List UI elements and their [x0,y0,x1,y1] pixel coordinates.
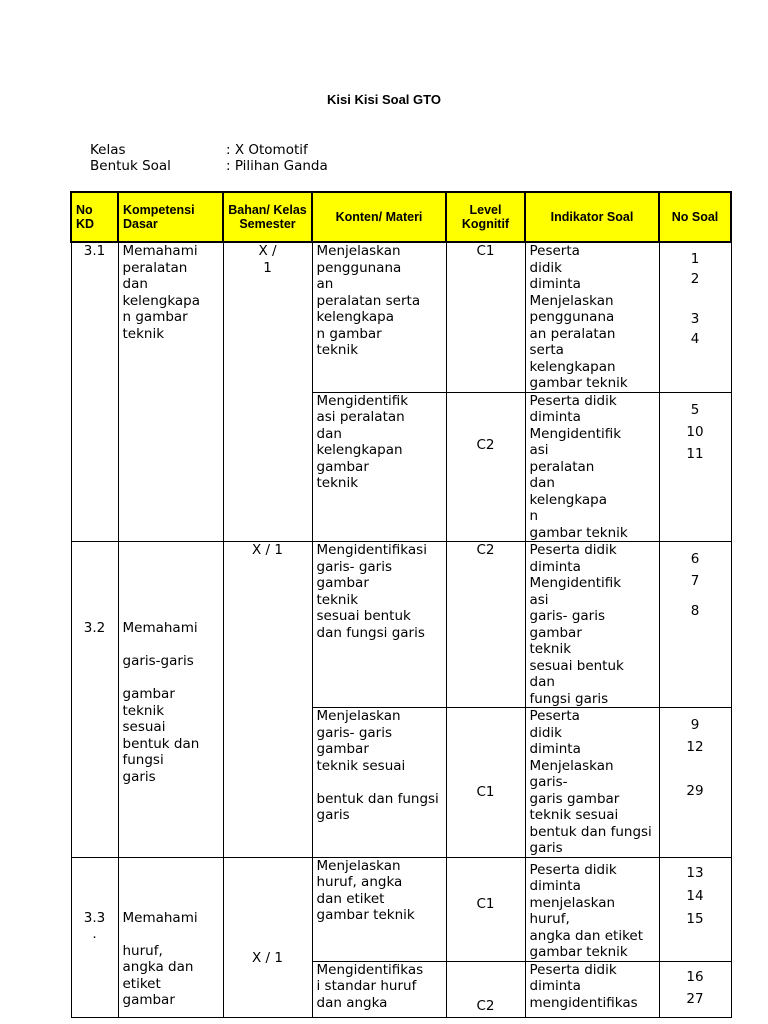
no-soal-value [664,592,727,600]
header-no-kd: No KD [71,192,118,242]
header-kompetensi-dasar: Kompetensi Dasar [118,192,223,242]
meta-kelas [90,142,328,158]
no-soal-value: 16 [686,968,704,985]
level-cell: C2 [446,961,525,1017]
konten-cell: Menjelaskan huruf, angka dan etiket gambar teknik [312,857,446,961]
header-konten-materi: Konten/ Materi [312,192,446,242]
level-cell: C1 [446,242,525,392]
kompetensi-dasar-cell: Memahami garis-garis gambar teknik sesuai bentuk dan fungsi garis [118,542,223,858]
indikator-cell: Peserta didik diminta Mengidentifik asi peralatan dan kelengkapa n gambar teknik [525,392,659,542]
indikator-cell: Peserta didik diminta mengidentifikas [525,961,659,1017]
no-soal-cell [659,392,731,542]
no-soal-value: 3 [690,311,700,327]
kisi-kisi-table [70,191,732,1018]
level-cell: C1 [446,708,525,858]
no-soal-value: 10 [686,423,704,440]
kd-number: 3.3 . [71,857,118,1017]
meta-bentuk-soal [90,158,328,174]
no-soal-value: 13 [686,864,704,881]
no-soal-value: 5 [690,401,700,418]
table-row [71,542,731,708]
header-bahan-kelas-semester: Bahan/ Kelas Semester [223,192,312,242]
no-soal-value: 12 [686,739,704,755]
konten-cell: Menjelaskan penggunana an peralatan serta kelengkapa n gambar teknik [312,242,446,392]
table-row [71,242,731,392]
no-soal-value: 27 [686,990,704,1007]
indikator-cell: Peserta didik diminta Menjelaskan penggunana an peralatan serta kelengkapan gambar teknik [525,242,659,392]
no-soal-value: 14 [686,887,704,904]
kompetensi-dasar-cell: Memahami huruf, angka dan etiket gambar [118,857,223,1017]
table-row [71,857,731,961]
indikator-cell: Peserta didik diminta Mengidentifik asi garis- garis gambar teknik sesuai bentuk dan fungsi garis [525,542,659,708]
no-soal-cell [659,857,731,961]
bentuk-soal-label: Bentuk Soal [90,158,171,174]
bahan-kelas-cell: X / 1 [223,857,312,1017]
header-no-soal: No Soal [659,192,731,242]
no-soal-value: 7 [690,573,700,589]
konten-cell: Mengidentifikasi garis- garis gambar teknik sesuai bentuk dan fungsi garis [312,542,446,708]
document-title: Kisi Kisi Soal GTO [327,92,441,107]
konten-cell: Mengidentifikas i standar huruf dan angka [312,961,446,1017]
no-soal-cell [659,242,731,392]
kelas-label: Kelas [90,142,126,158]
no-soal-value: 29 [686,783,704,799]
no-soal-value: 1 [690,251,700,267]
no-soal-value [664,289,727,309]
level-cell: C2 [446,542,525,708]
indikator-cell: Peserta didik diminta Menjelaskan garis- garis gambar teknik sesuai bentuk dan fungsi garis [525,708,659,858]
no-soal-cell [659,542,731,708]
no-soal-value: 8 [690,603,700,619]
header-level-kognitif: Level Kognitif [446,192,525,242]
no-soal-value [664,769,727,780]
konten-cell: Mengidentifik asi peralatan dan kelengkapan gambar teknik [312,392,446,542]
no-soal-value: 11 [686,445,704,462]
indikator-cell: Peserta didik diminta menjelaskan huruf, angka dan etiket gambar teknik [525,857,659,961]
kd-number: 3.1 [71,242,118,542]
no-soal-value [664,758,727,769]
document-meta [90,142,328,174]
konten-cell: Menjelaskan garis- garis gambar teknik sesuai bentuk dan fungsi garis [312,708,446,858]
kelas-value: : X Otomotif [226,142,308,158]
no-soal-cell [659,708,731,858]
level-cell: C2 [446,392,525,542]
bahan-kelas-cell: X / 1 [223,242,312,542]
header-indikator-soal: Indikator Soal [525,192,659,242]
table-header-row [71,192,731,242]
no-soal-value: 2 [690,271,700,287]
level-cell: C1 [446,857,525,961]
bahan-kelas-cell: X / 1 [223,542,312,858]
no-soal-value: 4 [690,331,700,347]
no-soal-value: 6 [690,551,700,567]
kompetensi-dasar-cell: Memahami peralatan dan kelengkapa n gambar teknik [118,242,223,542]
no-soal-value: 15 [686,910,704,927]
no-soal-cell [659,961,731,1017]
no-soal-value: 9 [690,717,700,733]
bentuk-soal-value: : Pilihan Ganda [226,158,328,174]
kd-number: 3.2 [71,542,118,858]
